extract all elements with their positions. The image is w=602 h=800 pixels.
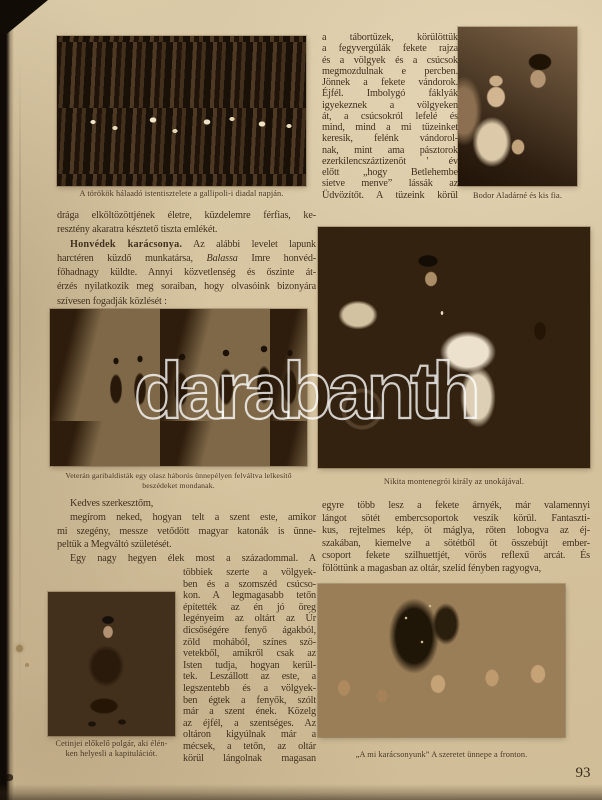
paper-stain xyxy=(25,663,29,667)
photo-gallipoli-service xyxy=(57,36,306,186)
paragraph-letter-opening: Kedves szerkesztőm, megírom neked, hogyan telt a szent este, amikor mi szegény, messze vetődött magyar katonák is ünne- peltük a Megváltó születését. Egy nagy hegyen élek most a századommal. A xyxy=(57,498,316,565)
scan-edge-left xyxy=(0,0,14,800)
caption-christmas-at-front: „A mi karácsonyunk” A szeretet ünnepe a fronton. xyxy=(355,750,528,759)
paragraph-honvedek-karacsonya: drága elköltözöttjének életre, küzdelemre férfias, ke- resztény akaratra késztető tiszta emlékét. Honvédek karácsonya. Az alábbi levelet lapunk harctéren küzdő munkatársa, Balassa Imre honvéd- főhadnagy küldte. Annyi közvetlenség és őszinte át- érzés nyilatkozik meg soraiban, hogy olvasóink bizonyára szívesen fogadják közlését : xyxy=(57,210,317,307)
photo-cetinje-citizen xyxy=(48,592,175,736)
paper-crease xyxy=(19,60,21,720)
photo-king-nikita xyxy=(318,227,590,468)
photo-garibaldi-veterans xyxy=(50,309,307,466)
photo-bodor-mother-and-son xyxy=(458,27,577,186)
photo-christmas-at-front xyxy=(318,584,565,737)
paragraph-bonfires: egyre több lesz a fekete árnyék, már valamennyi lángot sötét embercsoportok veszik körül. Fantaszti- kus, rejtelmes kép, öt máglya, rőten lobogva az éj- szakában, kiemelve a sötétből öt összebújt ember- csoport fekete szilhuettjét, vörös reflexű arcát. És fölöttünk a magasban az oltár, szelíd fényben ragyogva, xyxy=(322,500,590,574)
column-altar-text: többiek szerte a völgyek- ben és a szomszéd csúcso- kon. A legmagasabb tetőn építették az én jó öreg legényeim az oltárt az Úr dicsőségére fenyő ágakból, zöld mohából, színes szö- vetekből, amikről csak az Isten tudja, hogyan kerül- tek. Leszállott az este, a legszentebb és a völgyek- ben égtek a fenyők, szólt már a szent ének. Közelg az éjfél, a szentséges. Az oltáron kigyúlnak már a mécsek, a tetőn, az oltár körül lángolnak magasan xyxy=(183,567,316,764)
caption-gallipoli: A törökök hálaadó istentisztelete a gallipoli-i diadal napján. xyxy=(79,189,284,198)
paper-stain xyxy=(16,645,23,652)
caption-cetinje: Cetinjei előkelő polgár, aki élén- ken helyesli a kapitulációt. xyxy=(55,739,168,759)
caption-garibaldi: Veterán garibaldisták egy olasz háborús ünnepélyen felváltva lelkesítő beszédeket mondanak. xyxy=(65,471,292,491)
page-number: 93 xyxy=(575,765,591,781)
caption-nikita: Nikita montenegrói király az unokájával. xyxy=(383,477,525,486)
scan-corner-top-left xyxy=(0,0,48,34)
caption-bodor: Bodor Aladárné és kis fia. xyxy=(472,191,562,200)
column-campfires-text: a tábortüzek, körülöttük a fegyvergúlák fekete rajza és a völgyek és a csúcsok megmozdulnak e percben. Jönnek a fekete vándorok. Éjfél. Imbolygó fáklyák igyekeznek a völgyeken át, a csúcsokról lefelé és mind, mind a mi tüzeinket keresik, felénk vándorol- nak, mint ama pásztorok ezerkilencszáztizenöt ' év előtt „hogy Betlehembe sietve menve” lássák az Üdvözítőt. A tüzeink körül xyxy=(322,32,458,201)
scan-shadow-bottom xyxy=(0,784,602,800)
